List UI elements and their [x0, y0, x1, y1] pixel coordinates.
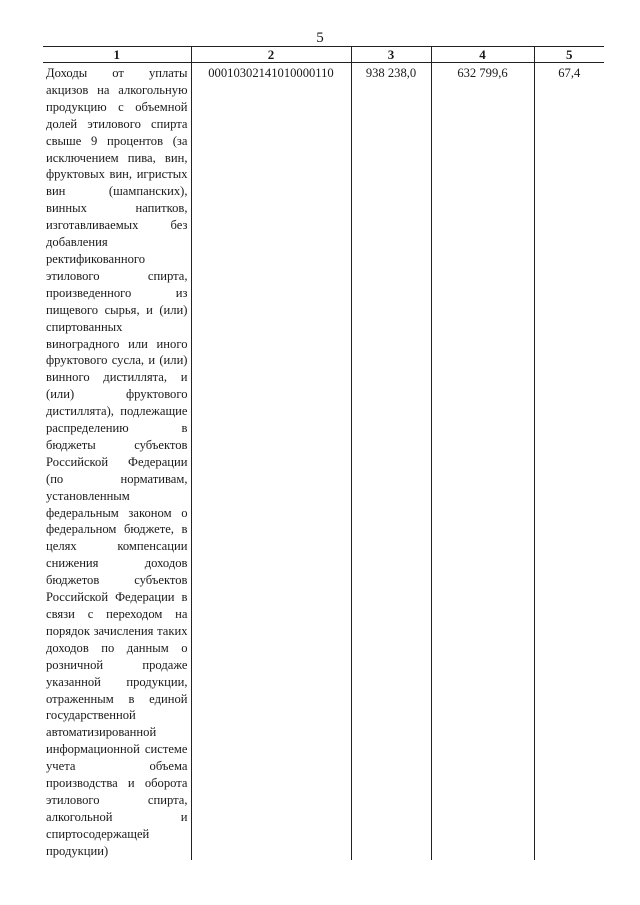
column-header-3: 3 [351, 47, 431, 63]
page-number: 5 [316, 30, 324, 46]
table-header-row [43, 47, 604, 63]
column-header-5: 5 [534, 47, 604, 63]
budget-classification-code: 00010302141010000110 [191, 63, 351, 860]
value-column-5: 67,4 [534, 63, 604, 860]
budget-table [43, 46, 604, 860]
column-header-4: 4 [431, 47, 534, 63]
column-header-2: 2 [191, 47, 351, 63]
table-row [43, 63, 604, 860]
value-column-3: 938 238,0 [351, 63, 431, 860]
column-header-1: 1 [43, 47, 191, 63]
income-description: Доходы от уплаты акцизов на алкогольную продукцию с объемной долей этилового спирта свыше 9 процентов (за исключением пива, вин, фруктовых вин, игристых вин (шампанских), винных напитков, изготавливаемых без добавления ректификованного этилового спирта, произведенного из пищевого сырья, и (или) спиртованных виноградного или иного фруктового сусла, и (или) винного дистиллята, и (или) фруктового дистиллята), подлежащие распределению в бюджеты субъектов Российской Федерации (по нормативам, установленным федеральным законом о федеральном бюджете, в целях компенсации снижения доходов бюджетов субъектов Российской Федерации в связи с переходом на порядок зачисления таких доходов по данным о розничной продаже указанной продукции, отраженным в единой государственной автоматизированной информационной системе учета объема производства и оборота этилового спирта, алкогольной и спиртосодержащей продукции) [43, 63, 191, 860]
value-column-4: 632 799,6 [431, 63, 534, 860]
